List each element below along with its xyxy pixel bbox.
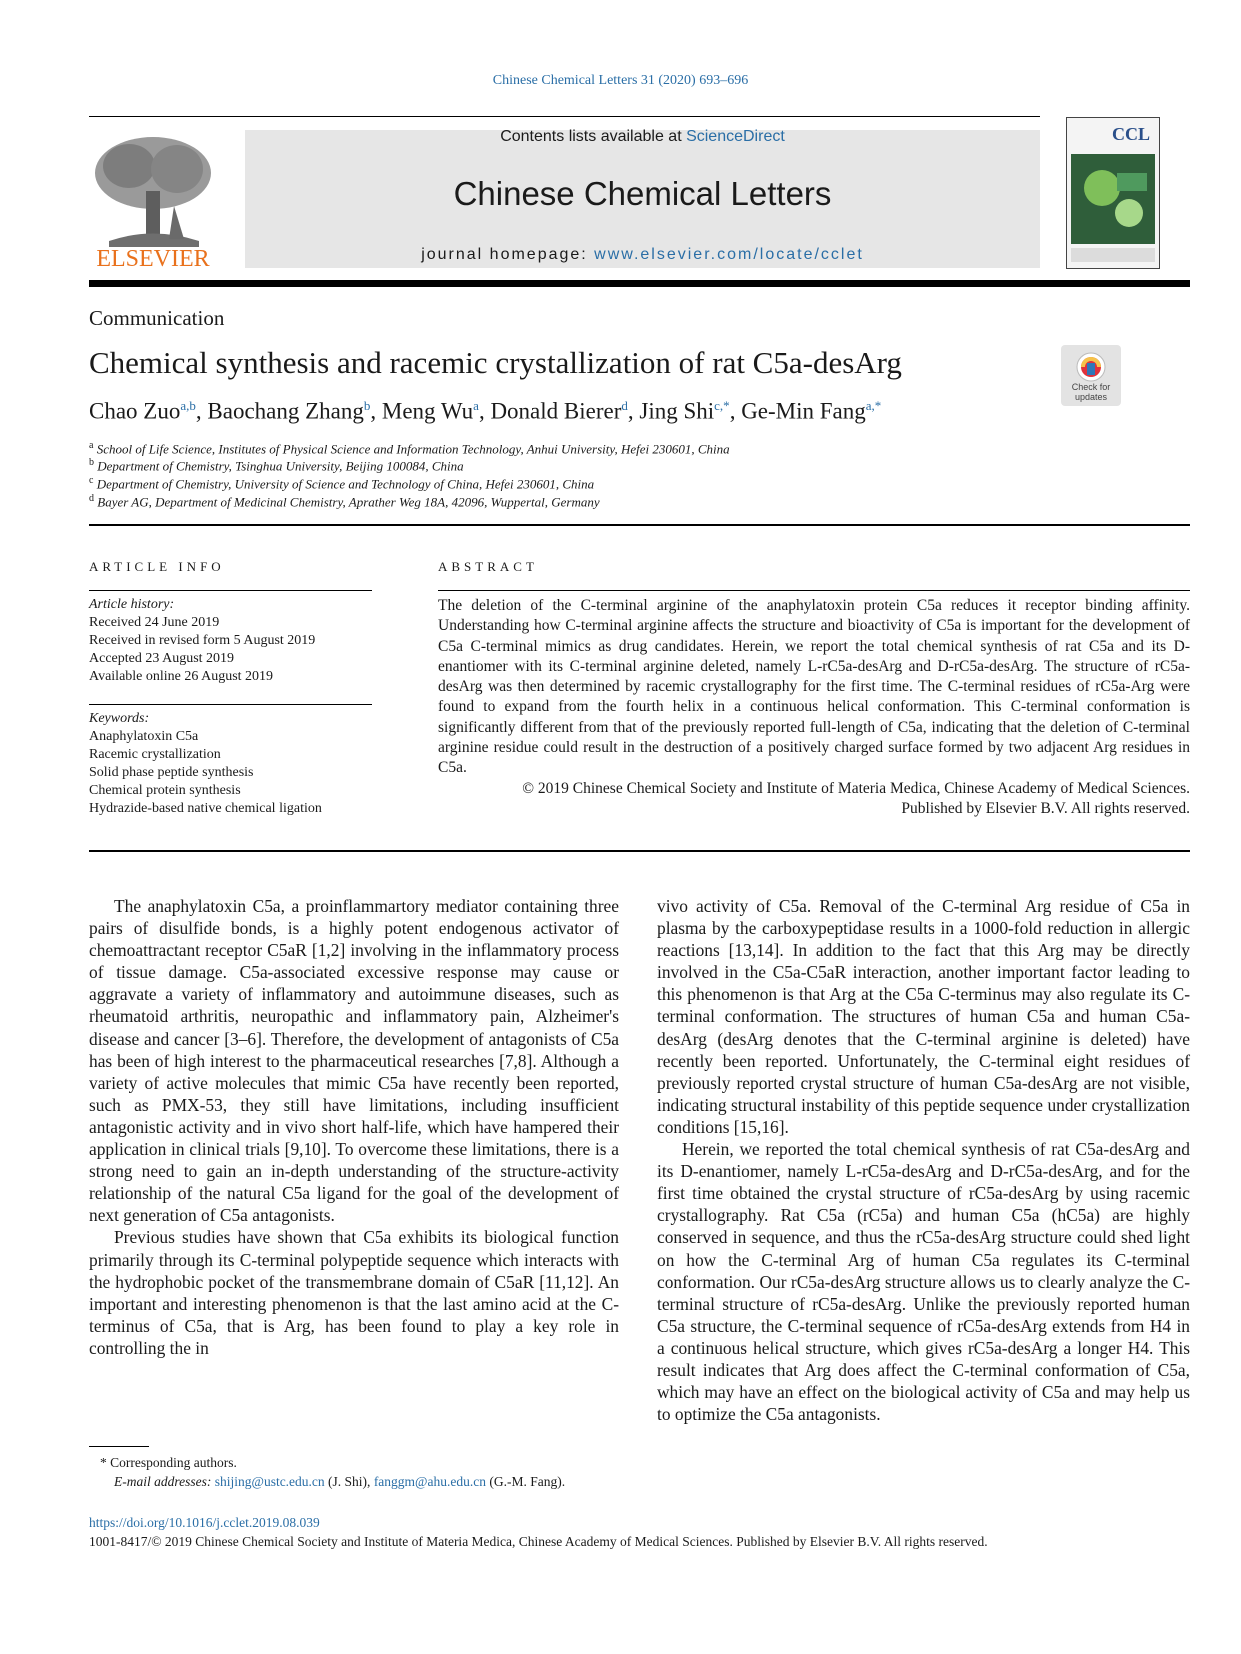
elsevier-logo[interactable]: [89, 131, 217, 271]
article-info-heading: ARTICLE INFO: [89, 559, 225, 574]
homepage-prefix: journal homepage:: [421, 246, 595, 263]
affiliation-key: b: [89, 457, 94, 468]
contents-line: [245, 128, 1040, 146]
affiliation-key: d: [89, 493, 94, 504]
keyword: Hydrazide-based native chemical ligation: [89, 801, 322, 816]
article-type: Communication: [89, 306, 225, 330]
journal-citation[interactable]: Chinese Chemical Letters 31 (2020) 693–696: [492, 73, 749, 88]
author-name[interactable]: Jing Shi: [639, 398, 715, 424]
affiliation-text: School of Life Science, Institutes of Physical Science and Information Technology, Anhui University, Hefei 230601, China: [96, 441, 730, 457]
keyword: Solid phase peptide synthesis: [89, 765, 254, 780]
author-affil-marker[interactable]: a,*: [865, 398, 882, 413]
section-divider: [89, 850, 1190, 852]
affiliation-text: Department of Chemistry, Tsinghua University, Beijing 100084, China: [97, 458, 464, 474]
body-paragraph: vivo activity of C5a. Removal of the C-terminal Arg residue of C5a in plasma by the carboxypeptidase results in a 1000-fold reduction in allergic reactions [13,14]. In addition to the fact that this Arg may be directly involved in the C5a-C5aR interaction, another important factor leading to this phenomenon is that Arg at the C5a C-terminus may also regulate its C-terminal conformation. The structures of human C5a and human C5a-desArg (desArg denotes that the C-terminal arginine is deleted) have recently been reported. Unfortunately, the C-terminal eight residues of previously reported crystal structure of human C5a-desArg are not visible, indicating structural instability of this peptide sequence under crystallization conditions [15,16].: [657, 896, 1190, 1137]
journal-cover-image[interactable]: [1066, 117, 1160, 269]
section-divider: [89, 524, 1190, 526]
email-link[interactable]: fanggm@ahu.edu.cn: [373, 1474, 486, 1489]
keyword: Chemical protein synthesis: [89, 783, 241, 798]
abstract-copyright-line: © 2019 Chinese Chemical Society and Institute of Materia Medica, Chinese Academy of Medical Sciences.: [522, 780, 1190, 797]
abstract-copyright-line: Published by Elsevier B.V. All rights reserved.: [901, 800, 1190, 817]
homepage-line: [245, 246, 1040, 264]
abstract-divider: [438, 590, 1190, 591]
author-list: Chao Zuo$^{a,b}$, Baochang Zhang$^b$, Meng Wu$^a$, Donald Bierer$^d$, Jing Shi$^{c,*}$, Ge-Min Fang$^{a,*}$: [89, 398, 882, 424]
author-affil-marker[interactable]: a: [473, 398, 479, 413]
contents-prefix: Contents lists available at: [500, 128, 687, 145]
abstract-text: The deletion of the C-terminal arginine of the anaphylatoxin protein C5a reduces it receptor binding affinity. Understanding how C-terminal arginine affects the structure and bioactivity of C5a is important for the development of C5a C-terminal mimics as drug candidates. Herein, we report the total chemical synthesis of rat C5a and its D-enantiomer with its C-terminal arginine deleted, namely L-rC5a-desArg and D-rC5a-desArg. The structure of rC5a-desArg was then determined by racemic crystallography for the first time. The C-terminal residues of rC5a-Arg were found to expand from the fourth helix in a continuous helical conformation. This C-terminal conformation is significantly different from that of the previously reported full-length of C5a, indicating that the deletion of C-terminal arginine residue could result in the destruction of a positively charged surface formed by two adjacent Arg residues in C5a.: [438, 597, 1190, 777]
body-paragraph: Herein, we reported the total chemical synthesis of rat C5a-desArg and its D-enantiomer, namely L-rC5a-desArg and D-rC5a-desArg, and for the first time obtained the crystal structure of rC5a-desArg by using racemic crystallography. Rat C5a (rC5a) and human C5a (hC5a) are highly conserved in sequence, and thus the rC5a-desArg structure could shed light on how the C-terminal Arg of human C5a regulates its C-terminal conformation. Our rC5a-desArg structure allows us to clearly analyze the C-terminal structure of rC5a-desArg. Unlike the previously reported human C5a structure, the C-terminal sequence of rC5a-desArg extends from H4 in a continuous helical structure, which gives rC5a-desArg a longer H4. This result indicates that Arg does affect the C-terminal conformation of C5a, which may have an effect on the biological activity of C5a and may help us to optimize the C5a antagonists.: [657, 1139, 1190, 1425]
email-link[interactable]: shijing@ustc.edu.cn: [214, 1474, 325, 1489]
author-affil-marker[interactable]: c,*: [714, 398, 730, 413]
article-title: Chemical synthesis and racemic crystallization of rat C5a-desArg: [89, 345, 902, 380]
body-column-right: [657, 895, 1190, 1425]
history-item: Available online 26 August 2019: [89, 669, 274, 684]
history-label: Article history:: [89, 597, 175, 612]
affiliation: [89, 440, 730, 457]
info-divider: [89, 590, 372, 591]
keyword: Racemic crystallization: [89, 747, 221, 762]
history-item: Received 24 June 2019: [89, 615, 220, 630]
author-affil-marker[interactable]: a,b: [180, 398, 196, 413]
keywords-label: Keywords:: [89, 711, 150, 726]
affiliation-text: Bayer AG, Department of Medicinal Chemistry, Aprather Weg 18A, 42096, Wuppertal, Germany: [97, 494, 600, 510]
email-addresses: [114, 1474, 565, 1490]
author-affil-marker[interactable]: d: [621, 398, 628, 413]
homepage-link[interactable]: www.elsevier.com/locate/cclet: [594, 246, 864, 263]
abstract-copyright: [438, 779, 1190, 819]
author-affil-marker[interactable]: b: [363, 398, 371, 413]
history-item: Received in revised form 5 August 2019: [89, 633, 316, 648]
check-for-updates-label: Check for updates: [1071, 382, 1111, 402]
elsevier-tree-icon: [89, 131, 217, 271]
email-owner: (J. Shi),: [324, 1474, 374, 1489]
author-name[interactable]: Chao Zuo: [89, 398, 181, 424]
affiliation-text: Department of Chemistry, University of Science and Technology of China, Hefei 230601, China: [96, 476, 595, 492]
corresponding-author-note: * Corresponding authors.: [100, 1455, 237, 1470]
keyword: Anaphylatoxin C5a: [89, 729, 199, 744]
history-item: Accepted 23 August 2019: [89, 651, 235, 666]
affiliation: [89, 493, 600, 510]
journal-name: Chinese Chemical Letters: [453, 175, 832, 212]
cover-art-icon: [1067, 118, 1159, 268]
sciencedirect-link[interactable]: ScienceDirect: [686, 128, 785, 145]
email-label: E-mail addresses:: [114, 1474, 215, 1489]
email-owner: (G.-M. Fang).: [485, 1474, 566, 1489]
body-paragraph: The anaphylatoxin C5a, a proinflammartory mediator containing three pairs of disulfide bonds, is a highly potent endogenous activator of chemoattractant receptor C5aR [1,2] involving in the inflammatory process of tissue damage. C5a-associated excessive response may cause or aggravate a variety of inflammatory and autoimmune diseases, such as rheumatoid arthritis, neuropathic and inflammatory pain, Alzheimer's disease and cancer [3–6]. Therefore, the development of antagonists of C5a has been of high interest to the pharmaceutical researches [7,8]. Although a variety of active molecules that mimic C5a have recently been reported, such as PMX-53, they still have limitations, including insufficient antagonistic activity and in vivo short half-life, which have hampered their application in clinical trials [9,10]. To overcome these limitations, there is a strong need to gain an in-depth understanding of the structure-activity relationship of the natural C5a ligand for the goal of the development of next generation of C5a antagonists.: [89, 896, 619, 1226]
affiliation: [89, 475, 594, 492]
author-name[interactable]: Baochang Zhang: [207, 398, 364, 424]
author-name[interactable]: Meng Wu: [381, 398, 474, 424]
copyright-notice: 1001-8417/© 2019 Chinese Chemical Society and Institute of Materia Medica, Chinese Academy of Medical Sciences. Published by Elsevier B.V. All rights reserved.: [89, 1534, 988, 1549]
abstract-heading: ABSTRACT: [438, 559, 538, 574]
affiliation: [89, 457, 464, 474]
footnote-rule: [89, 1446, 149, 1447]
svg-text:CCL: CCL: [1111, 124, 1151, 144]
body-paragraph: Previous studies have shown that C5a exhibits its biological function primarily through its C-terminal polypeptide sequence which interacts with the hydrophobic pocket of the transmembrane domain of C5aR [11,12]. An important and interesting phenomenon is that the last amino acid at the C-terminus of C5a, that is Arg, has been found to play a key role in controlling the in: [89, 1227, 619, 1358]
header-rule-thick: [89, 280, 1190, 287]
doi-link[interactable]: https://doi.org/10.1016/j.cclet.2019.08.039: [89, 1515, 320, 1530]
svg-text:ELSEVIER: ELSEVIER: [96, 246, 210, 271]
author-name[interactable]: Donald Bierer: [490, 398, 622, 424]
affiliation-key: c: [89, 475, 94, 486]
author-name[interactable]: Ge-Min Fang: [741, 398, 866, 424]
body-column-left: [89, 895, 619, 1359]
header-rule-top: [89, 116, 1040, 117]
affiliation-key: a: [89, 440, 94, 451]
info-divider: [89, 704, 372, 705]
